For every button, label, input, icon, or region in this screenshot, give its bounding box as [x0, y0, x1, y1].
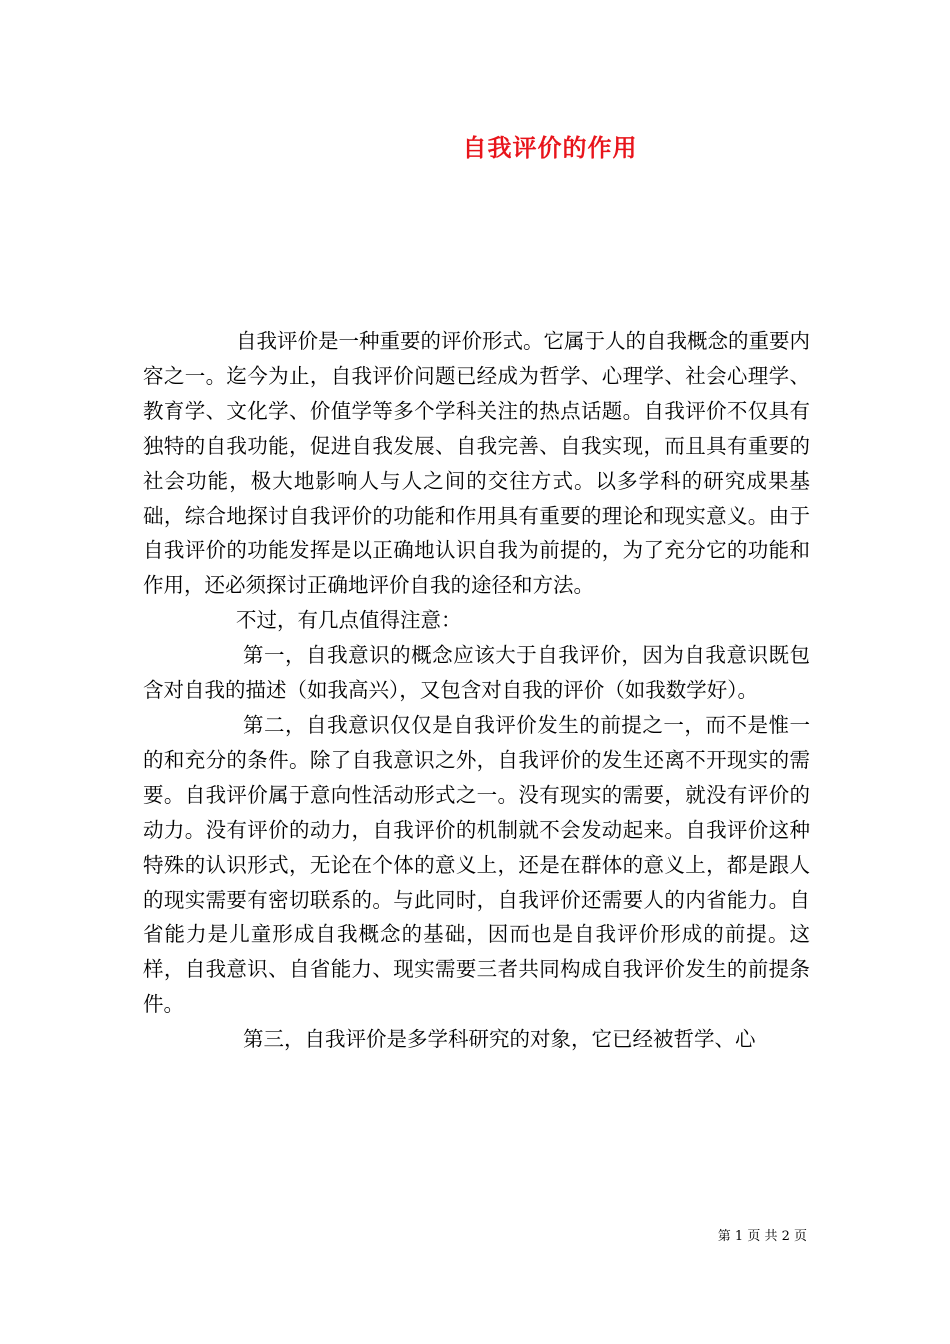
paragraph-intro: 自我评价是一种重要的评价形式。它属于人的自我概念的重要内容之一。迄今为止，自我评价问题已经成为哲学、心理学、社会心理学、教育学、文化学、价值学等多个学科关注的热点话题。自我评价不仅具有独特的自我功能，促进自我发展、自我完善、自我实现，而且具有重要的社会功能，极大地影响人与人之间的交往方式。以多学科的研究成果基础，综合地探讨自我评价的功能和作用具有重要的理论和现实意义。由于自我评价的功能发挥是以正确地认识自我为前提的，为了充分它的功能和作用，还必须探讨正确地评价自我的途径和方法。 — [143, 329, 810, 598]
paragraph-point-three: 第三，自我评价是多学科研究的对象，它已经被哲学、心 — [243, 1027, 756, 1052]
paragraph-point-one: 第一，自我意识的概念应该大于自我评价，因为自我意识既包含对自我的描述（如我高兴），又包含对自我的评价（如我数学好）。 — [143, 643, 810, 703]
page-number: 第 1 页 共 2 页 — [717, 1229, 807, 1244]
paragraph-note: 不过，有几点值得注意： — [236, 608, 462, 633]
paragraph-point-two: 第二，自我意识仅仅是自我评价发生的前提之一，而不是惟一的和充分的条件。除了自我意识之外，自我评价的发生还离不开现实的需要。自我评价属于意向性活动形式之一。没有现实的需要，就没有评价的动力。没有评价的动力，自我评价的机制就不会发动起来。自我评价这种特殊的认识形式，无论在个体的意义上，还是在群体的意义上，都是跟人的现实需要有密切联系的。与此同时，自我评价还需要人的内省能力。自省能力是儿童形成自我概念的基础，因而也是自我评价形成的前提。这样，自我意识、自省能力、现实需要三者共同构成自我评价发生的前提条件。 — [143, 712, 810, 1017]
document-body — [143, 324, 810, 1057]
document-title: 自我评价的作用 — [462, 133, 638, 162]
